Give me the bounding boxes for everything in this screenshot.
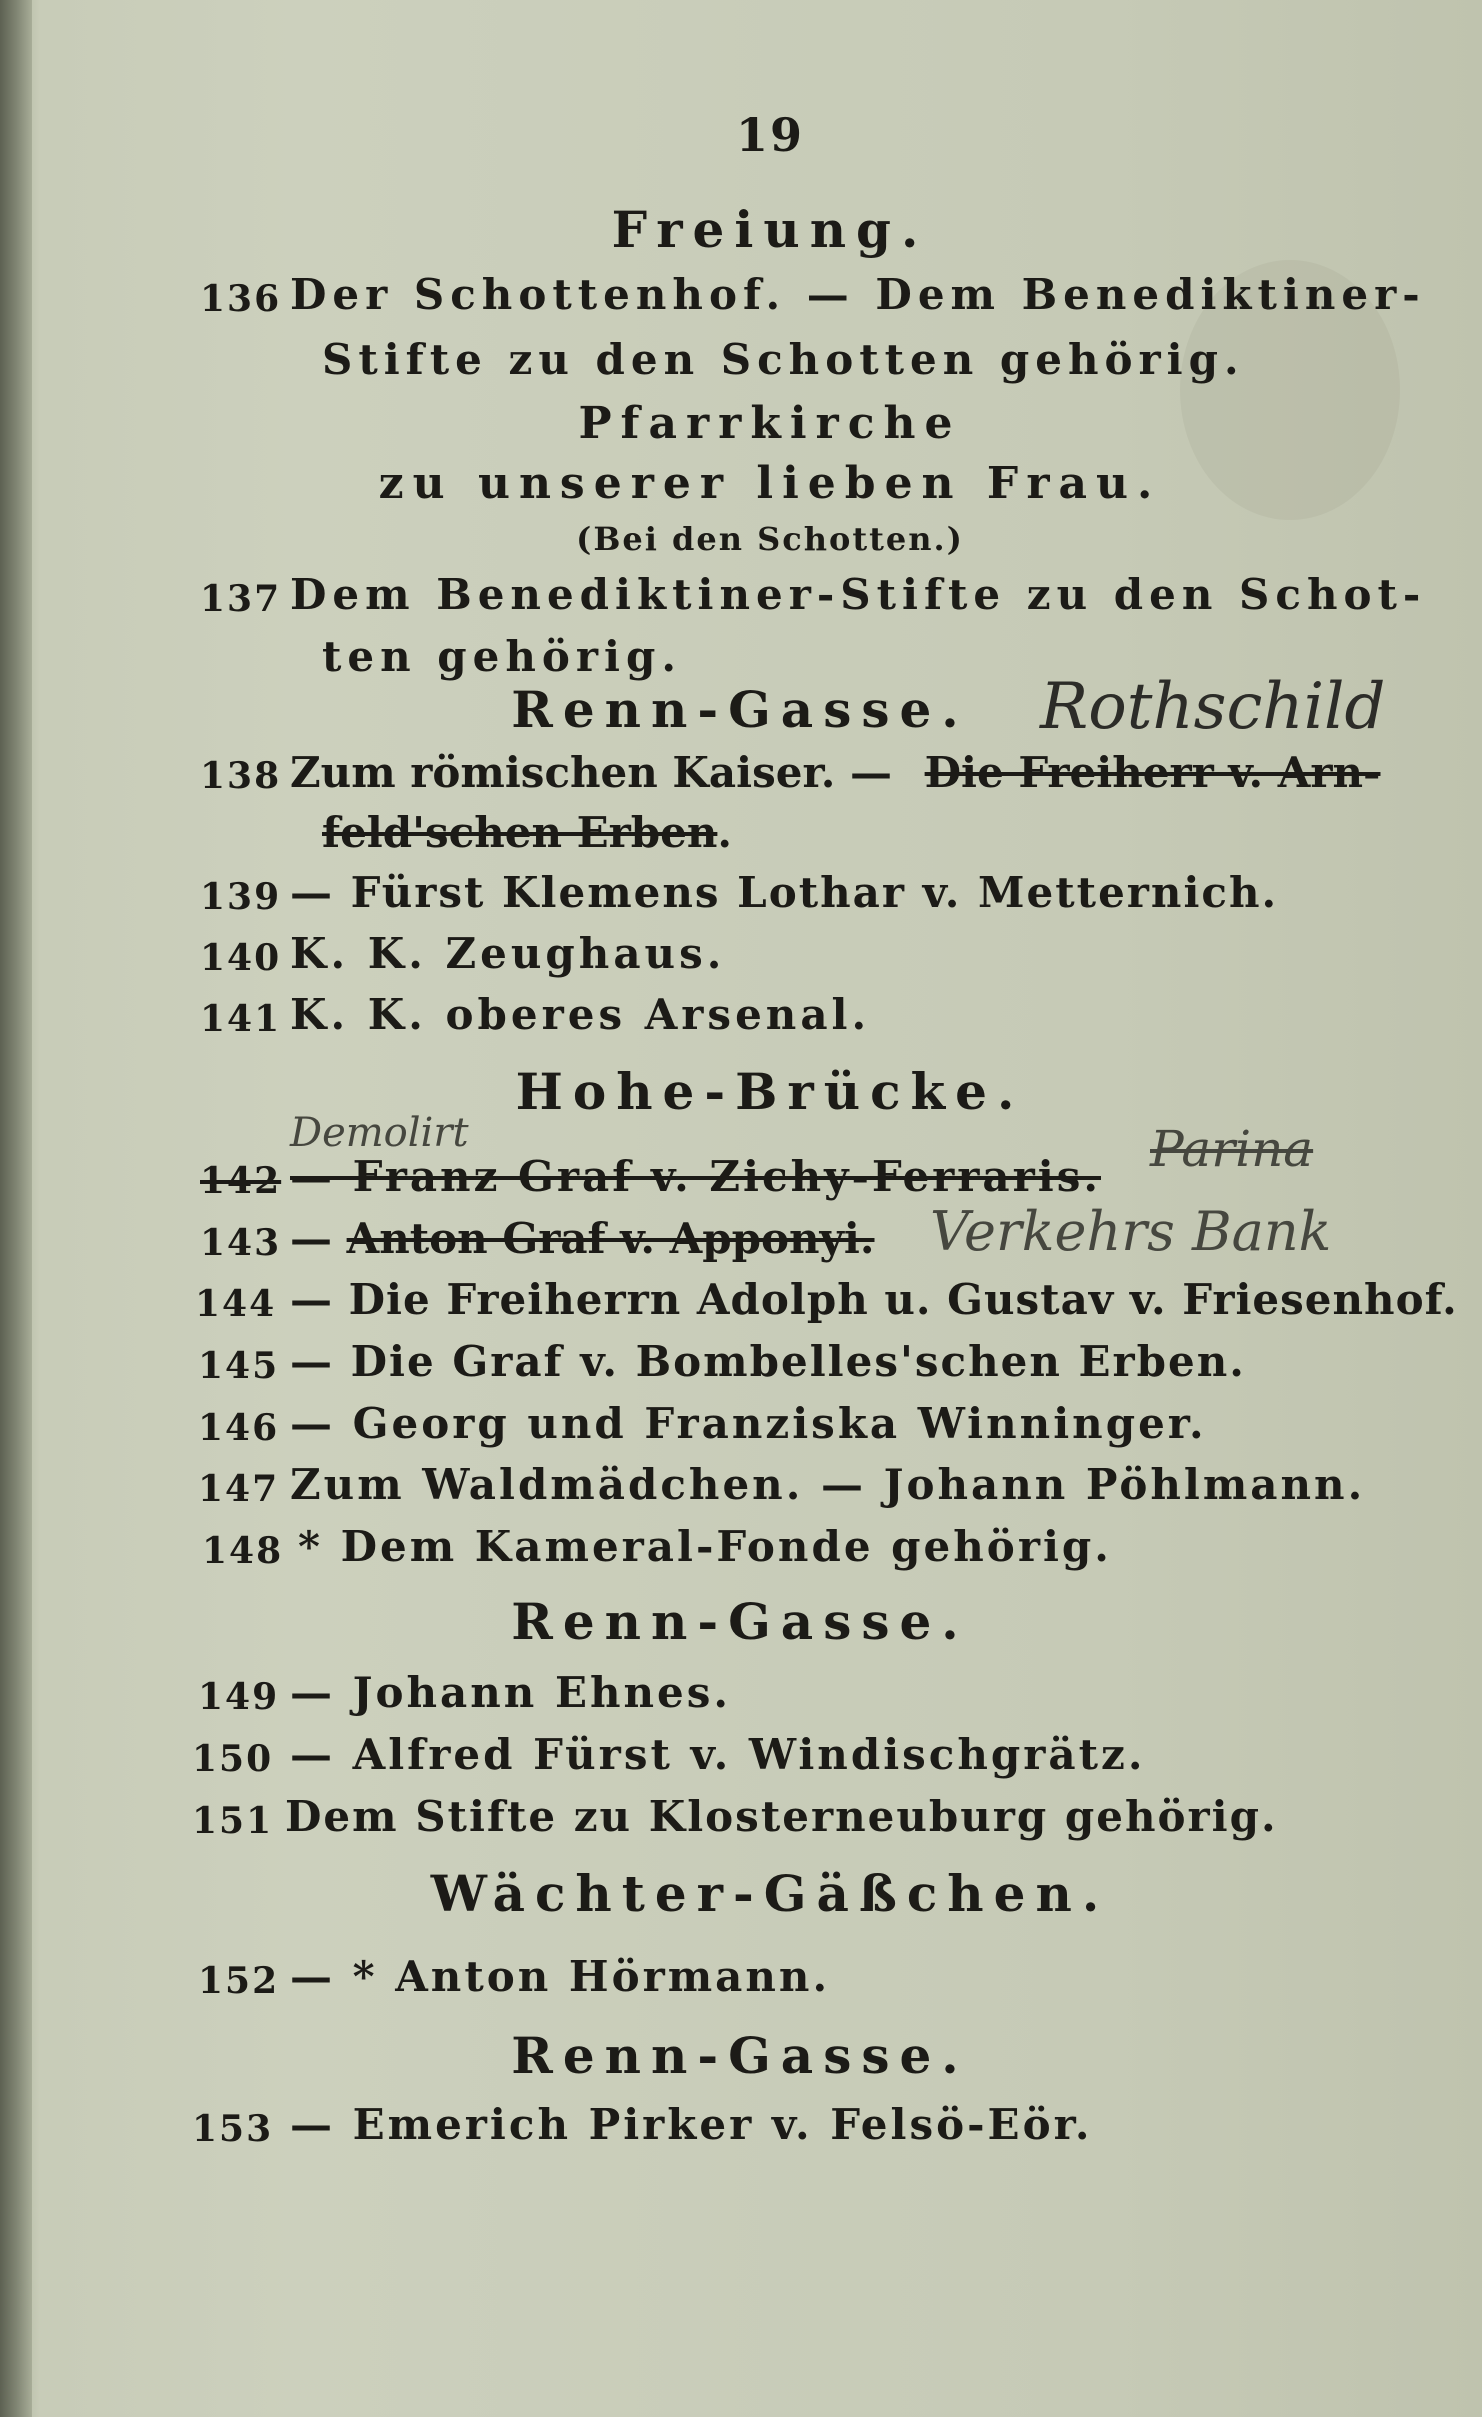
entry-143-struck-text: Anton Graf v. Apponyi. bbox=[346, 1214, 875, 1263]
page-number: 19 bbox=[735, 108, 804, 162]
entry-number-151: 151 bbox=[192, 1800, 274, 1842]
heading-unserer-lieben-frau: zu unserer lieben Frau. bbox=[378, 458, 1162, 509]
entry-number-144: 144 bbox=[195, 1283, 277, 1325]
entry-148-text: * Dem Kameral-Fonde gehörig. bbox=[298, 1522, 1112, 1571]
entry-136-line-1: Der Schottenhof. — Dem Benediktiner- bbox=[290, 270, 1426, 319]
heading-renn-gasse-1: Renn-Gasse. bbox=[511, 680, 969, 739]
entry-number-141: 141 bbox=[200, 998, 282, 1040]
heading-pfarrkirche: Pfarrkirche bbox=[578, 398, 962, 449]
entry-147-text: Zum Waldmädchen. — Johann Pöhlmann. bbox=[290, 1460, 1366, 1509]
entry-139-text: — Fürst Klemens Lothar v. Metternich. bbox=[290, 868, 1279, 917]
entry-138-period: . bbox=[717, 808, 732, 857]
heading-renn-gasse-2: Renn-Gasse. bbox=[511, 1592, 969, 1651]
heading-freiung: Freiung. bbox=[611, 200, 929, 259]
entry-number-149: 149 bbox=[198, 1676, 280, 1718]
entry-138-text: Zum römischen Kaiser. — bbox=[290, 748, 892, 797]
heading-renn-gasse-3: Renn-Gasse. bbox=[511, 2026, 969, 2085]
entry-number-152: 152 bbox=[198, 1960, 280, 2002]
heading-hohe-bruecke: Hohe-Brücke. bbox=[515, 1062, 1025, 1121]
entry-143-dash: — bbox=[290, 1214, 332, 1263]
entry-144-text: — Die Freiherrn Adolph u. Gustav v. Friesenhof. bbox=[290, 1275, 1458, 1324]
entry-number-137: 137 bbox=[200, 578, 282, 620]
handwritten-rothschild: Rothschild bbox=[1040, 670, 1386, 744]
entry-number-143: 143 bbox=[200, 1222, 282, 1264]
entry-152-text: — * Anton Hörmann. bbox=[290, 1952, 831, 2001]
entry-number-148: 148 bbox=[202, 1530, 284, 1572]
entry-138-struck-text: Die Freiherr v. Arn- bbox=[924, 748, 1381, 797]
entry-141-text: K. K. oberes Arsenal. bbox=[290, 990, 871, 1039]
entry-137-line-2: ten gehörig. bbox=[322, 632, 682, 681]
entry-number-147: 147 bbox=[198, 1468, 280, 1510]
entry-142-text: — Franz Graf v. Zichy-Ferraris. bbox=[290, 1152, 1101, 1201]
entry-150-text: — Alfred Fürst v. Windischgrätz. bbox=[290, 1730, 1146, 1779]
entry-138-line-2 bbox=[322, 808, 732, 857]
entry-149-text: — Johann Ehnes. bbox=[290, 1668, 732, 1717]
entry-138-line-1 bbox=[290, 748, 1380, 797]
entry-number-145: 145 bbox=[198, 1345, 280, 1387]
entry-number-138: 138 bbox=[200, 755, 282, 797]
entry-number-150: 150 bbox=[192, 1738, 274, 1780]
handwritten-parina: Parina bbox=[1150, 1120, 1314, 1178]
entry-number-153: 153 bbox=[192, 2108, 274, 2150]
entry-153-text: — Emerich Pirker v. Felsö-Eör. bbox=[290, 2100, 1093, 2149]
entry-151-text: Dem Stifte zu Klosterneuburg gehörig. bbox=[285, 1792, 1278, 1841]
entry-number-139: 139 bbox=[200, 876, 282, 918]
entry-136-line-2: Stifte zu den Schotten gehörig. bbox=[322, 335, 1245, 384]
entry-number-142: 142 bbox=[200, 1160, 282, 1202]
handwritten-demolirt: Demolirt bbox=[290, 1110, 469, 1156]
entry-138-struck-text-2: feld'schen Erben bbox=[322, 808, 718, 857]
entry-140-text: K. K. Zeughaus. bbox=[290, 929, 726, 978]
entry-146-text: — Georg und Franziska Winninger. bbox=[290, 1399, 1207, 1448]
entry-145-text: — Die Graf v. Bombelles'schen Erben. bbox=[290, 1337, 1246, 1386]
entry-number-140: 140 bbox=[200, 937, 282, 979]
handwritten-verkehrs-bank: Verkehrs Bank bbox=[930, 1200, 1332, 1263]
entry-143-line bbox=[290, 1214, 875, 1263]
entry-number-146: 146 bbox=[198, 1407, 280, 1449]
heading-waechter-gaesschen: Wächter-Gäßchen. bbox=[430, 1864, 1110, 1923]
entry-137-line-1: Dem Benediktiner-Stifte zu den Schot- bbox=[290, 570, 1427, 619]
entry-number-136: 136 bbox=[200, 278, 282, 320]
heading-bei-den-schotten: (Bei den Schotten.) bbox=[576, 520, 964, 558]
